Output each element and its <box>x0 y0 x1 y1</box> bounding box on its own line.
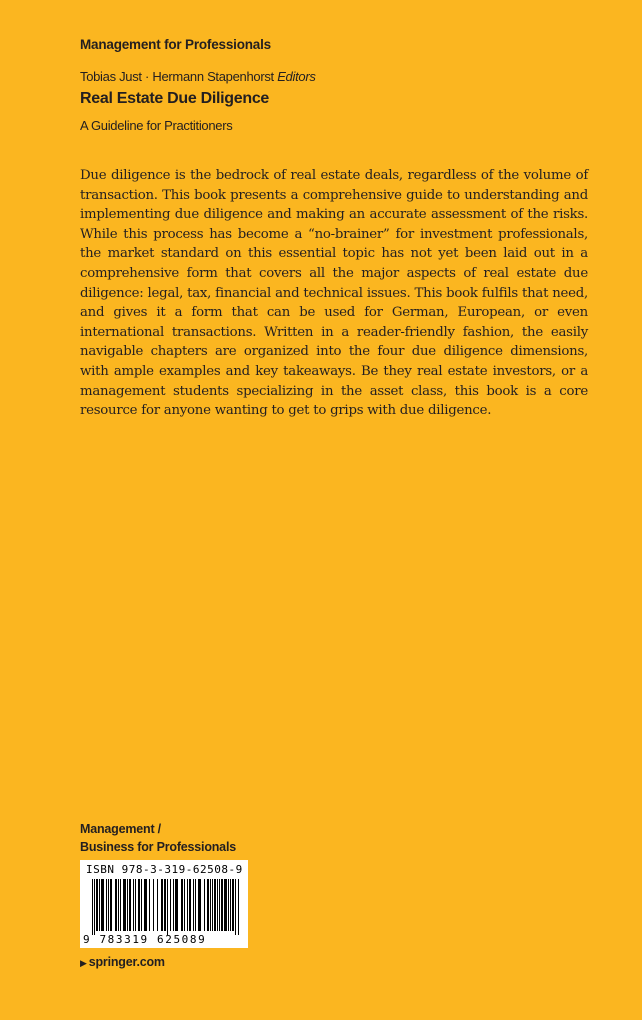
series-name: Management for Professionals <box>80 37 271 52</box>
publisher-website <box>80 955 165 969</box>
book-title: Real Estate Due Diligence <box>80 90 270 107</box>
editors-role: Editors <box>277 69 316 84</box>
editors-line <box>80 69 316 84</box>
category-line-1: Management / <box>80 822 161 836</box>
triangle-right-icon: ▶ <box>80 958 87 968</box>
editor-names: Tobias Just · Hermann Stapenhorst <box>80 69 274 84</box>
website-label: springer.com <box>88 955 165 969</box>
isbn-label: ISBN 978-3-319-62508-9 <box>86 863 243 876</box>
subject-category <box>80 821 236 856</box>
book-description: Due diligence is the bedrock of real estate deals, regardless of the volume of transaction. This book presents a comprehensive guide to understanding and implementing due diligence and making an accurate assessment of the risks. While this process has become a “no-brainer” for investment professionals, the market standard on this essential topic has not yet been laid out in a comprehensive form that covers all the major aspects of real estate due diligence: legal, tax, financial and technical issues. This book fulfils that need, and gives it a form that can be used for German, European, or even international transactions. Written in a reader-friendly fashion, the easily navigable chapters are organized into the four due diligence dimensions, with ample examples and key takeaways. Be they real estate investors, or a management students specializing in the asset class, this book is a core resource for anyone wanting to get to grips with due diligence. <box>80 168 588 419</box>
ean-digits: 9 783319 625089 <box>83 933 207 946</box>
barcode <box>80 860 248 948</box>
book-subtitle: A Guideline for Practitioners <box>80 118 233 133</box>
category-line-2: Business for Professionals <box>80 839 236 854</box>
